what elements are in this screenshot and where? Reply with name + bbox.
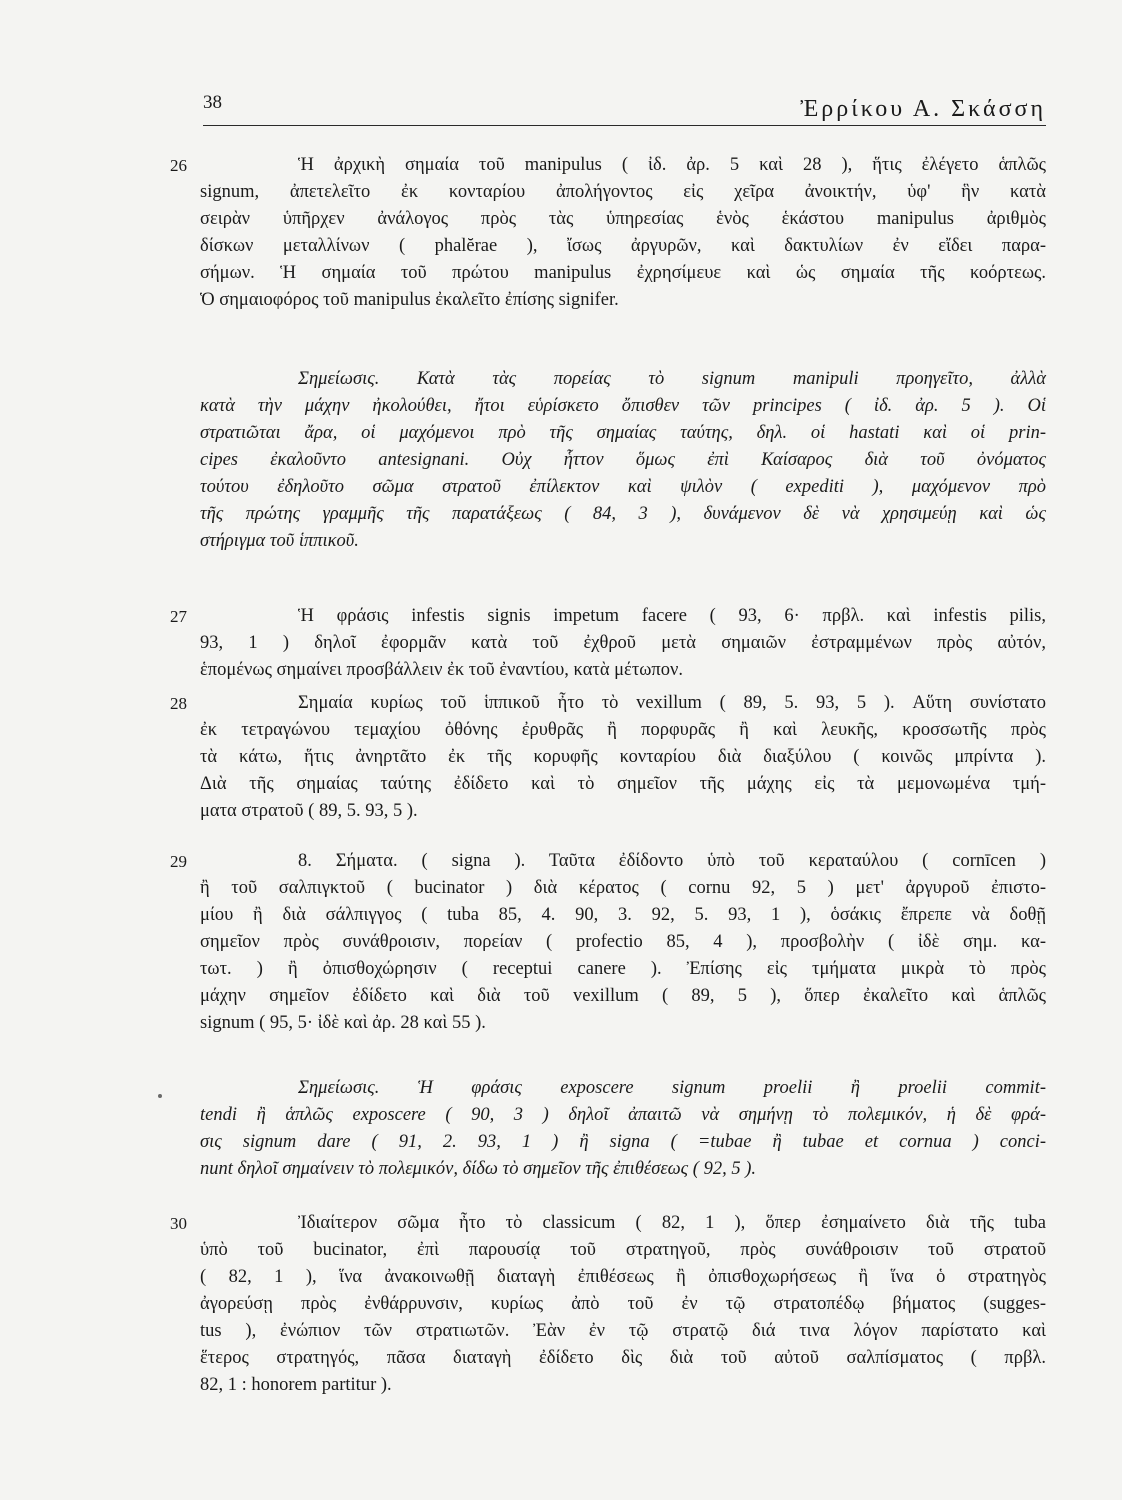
text-line: τῆς πρώτης γραμμῆς τῆς παρατάξεως ( 84, 3 ), δυνάμενον δὲ νὰ χρησιμεύῃ καὶ ὡς [200,504,1046,524]
paragraph-26 [200,152,1046,314]
text-line: ὑπὸ τοῦ bucinator, ἐπὶ παρουσίᾳ τοῦ στρατηγοῦ, πρὸς συνάθροισιν τοῦ στρατοῦ [200,1240,1046,1260]
text-line: 8. Σήματα. ( signa ). Ταῦτα ἐδίδοντο ὑπὸ τοῦ κεραταύλου ( cornīcen ) [298,851,1046,871]
text-line: Σημαία κυρίως τοῦ ἱππικοῦ ἦτο τὸ vexillum ( 89, 5. 93, 5 ). Αὕτη συνίστατο [298,693,1046,713]
text-line: σήμων. Ἡ σημαία τοῦ πρώτου manipulus ἐχρησίμευε καὶ ὡς σημαία τῆς κοόρτεως. [200,263,1046,283]
text-line: στήριγμα τοῦ ἱππικοῦ. [200,531,359,551]
text-line: cipes ἐκαλοῦντο antesignani. Οὐχ ἧττον ὅμως ἐπὶ Καίσαρος διὰ τοῦ ὀνόματος [200,450,1046,470]
text-line: μίου ἢ διὰ σάλπιγγος ( tuba 85, 4. 90, 3. 92, 5. 93, 1 ), ὁσάκις ἔπρεπε νὰ δοθῇ [200,905,1046,925]
text-line: Διὰ τῆς σημαίας ταύτης ἐδίδετο καὶ τὸ σημεῖον τῆς μάχης εἰς τὰ μεμονωμένα τμή- [200,774,1046,794]
text-line: nunt δηλοῖ σημαίνειν τὸ πολεμικόν, δίδω τὸ σημεῖον τῆς ἐπιθέσεως ( 92, 5 ). [200,1159,757,1179]
text-line: ἐκ τετραγώνου τεμαχίου ὀθόνης ἐρυθρᾶς ἢ πορφυρᾶς ἢ καὶ λευκῆς, κροσσωτῆς πρὸς [200,720,1046,740]
paragraph-29 [200,848,1046,1037]
note-paragraph-1 [200,366,1046,555]
text-line: ( 82, 1 ), ἵνα ἀνακοινωθῇ διαταγὴ ἐπιθέσεως ἢ ὀπισθοχωρήσεως ἢ ἵνα ὁ στρατηγὸς [200,1267,1046,1287]
text-line: tus ), ἐνώπιον τῶν στρατιωτῶν. Ἐὰν ἐν τῷ στρατῷ διά τινα λόγον παρίστατο καὶ [200,1321,1046,1341]
paragraph-number-27: 27 [170,607,187,626]
text-line: Ὁ σημαιοφόρος τοῦ manipulus ἐκαλεῖτο ἐπίσης signifer. [200,290,619,310]
text-line: σις signum dare ( 91, 2. 93, 1 ) ἢ signa ( =tubae ἢ tubae et cornua ) conci- [200,1132,1046,1152]
text-line: ἕτερος στρατηγός, πᾶσα διαταγὴ ἐδίδετο δὶς διὰ τοῦ αὐτοῦ σαλπίσματος ( πρβλ. [200,1348,1046,1368]
note-paragraph-2 [200,1075,1046,1183]
text-line: στρατιῶται ἄρα, οἱ μαχόμενοι πρὸ τῆς σημαίας ταύτης, δηλ. οἱ hastati καὶ οἱ prin- [200,423,1046,443]
text-line: 82, 1 : honorem partitur ). [200,1375,392,1395]
paragraph-number-30: 30 [170,1214,187,1233]
text-line: σειρὰν ὑπῆρχεν ἀνάλογος πρὸς τὰς ὑπηρεσίας ἑνὸς ἑκάστου manipulus ἀριθμὸς [200,209,1046,229]
text-line: δίσκων μεταλλίνων ( phalĕrae ), ἴσως ἀργυρῶν, καὶ δακτυλίων ἐν εἴδει παρα- [200,236,1046,256]
margin-dot [158,1094,162,1098]
text-line: Σημείωσις. Κατὰ τὰς πορείας τὸ signum manipuli προηγεῖτο, ἀλλὰ [298,369,1046,389]
header-rule [203,125,1046,126]
text-line: ἑπομένως σημαίνει προσβάλλειν ἐκ τοῦ ἐναντίου, κατὰ μέτωπον. [200,660,684,680]
text-line: tendi ἢ ἁπλῶς exposcere ( 90, 3 ) δηλοῖ ἀπαιτῶ νὰ σημήνῃ τὸ πολεμικόν, ἡ δὲ φρά- [200,1105,1046,1125]
paragraph-number-26: 26 [170,156,187,175]
text-line: σημεῖον πρὸς συνάθροισιν, πορείαν ( profectio 85, 4 ), προσβολὴν ( ἰδὲ σημ. κα- [200,932,1046,952]
paragraph-number-28: 28 [170,694,187,713]
paragraph-number-29: 29 [170,852,187,871]
text-line: Ἡ φράσις infestis signis impetum facere ( 93, 6· πρβλ. καὶ infestis pilis, [298,606,1046,626]
paragraph-28 [200,690,1046,825]
text-line: μάχην σημεῖον ἐδίδετο καὶ διὰ τοῦ vexillum ( 89, 5 ), ὅπερ ἐκαλεῖτο καὶ ἁπλῶς [200,986,1046,1006]
text-line: Ἰδιαίτερον σῶμα ἦτο τὸ classicum ( 82, 1 ), ὅπερ ἐσημαίνετο διὰ τῆς tuba [298,1213,1046,1233]
text-line: τωτ. ) ἢ ὀπισθοχώρησιν ( receptui canere ). Ἐπίσης εἰς τμήματα μικρὰ τὸ πρὸς [200,959,1046,979]
text-line: signum ( 95, 5· ἰδὲ καὶ ἀρ. 28 καὶ 55 ). [200,1013,486,1033]
text-line: κατὰ τὴν μάχην ἠκολούθει, ἤτοι εὑρίσκετο ὄπισθεν τῶν principes ( ἰδ. ἀρ. 5 ). Οἱ [200,396,1046,416]
text-line: τὰ κάτω, ἥτις ἀνηρτᾶτο ἐκ τῆς κορυφῆς κονταρίου διὰ διαξύλου ( κοινῶς μπρίντα ). [200,747,1046,767]
text-line: signum, ἀπετελεῖτο ἐκ κονταρίου ἀπολήγοντος εἰς χεῖρα ἀνοικτήν, ὑφ' ἣν κατὰ [200,182,1046,202]
text-line: Ἡ ἀρχικὴ σημαία τοῦ manipulus ( ἰδ. ἀρ. 5 καὶ 28 ), ἥτις ἐλέγετο ἁπλῶς [298,155,1046,175]
page-header [203,92,1046,124]
text-line: 93, 1 ) δηλοῖ ἐφορμᾶν κατὰ τοῦ ἐχθροῦ μετὰ σημαιῶν ἐστραμμένων πρὸς αὐτόν, [200,633,1046,653]
text-line: ἢ τοῦ σαλπιγκτοῦ ( bucinator ) διὰ κέρατος ( cornu 92, 5 ) μετ' ἀργυροῦ ἐπιστο- [200,878,1046,898]
running-title: Ἐρρίκου Α. Σκάσση [800,96,1046,122]
text-line: τούτου ἐδηλοῦτο σῶμα στρατοῦ ἐπίλεκτον καὶ ψιλὸν ( expediti ), μαχόμενον πρὸ [200,477,1046,497]
text-line: ματα στρατοῦ ( 89, 5. 93, 5 ). [200,801,418,821]
text-line: Σημείωσις. Ἡ φράσις exposcere signum proelii ἢ proelii commit- [298,1078,1046,1098]
paragraph-27 [200,603,1046,684]
page-number: 38 [203,92,222,113]
paragraph-30 [200,1210,1046,1399]
text-line: ἀγορεύσῃ πρὸς ἐνθάρρυνσιν, κυρίως ἀπὸ τοῦ ἐν τῷ στρατοπέδῳ βήματος (sugges- [200,1294,1046,1314]
